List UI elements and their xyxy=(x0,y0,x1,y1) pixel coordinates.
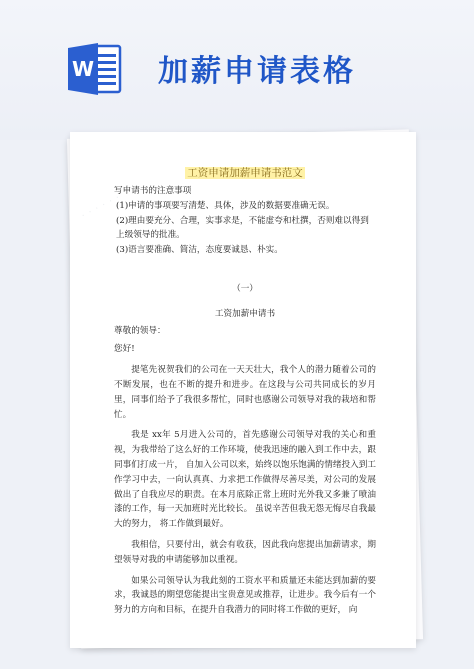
watermark: · · · · · · xyxy=(80,192,123,222)
note-item: (1)申请的事项要写清楚、具体，涉及的数据要准确无误。 xyxy=(116,200,335,211)
body-paragraph: 提笔先祝贺我们的公司在一天天壮大，我个人的潜力随着公司的不断发展，也在不断的提升和进步。在这段与公司共同成长的岁月里，同事们给予了我很多帮忙，同时也感谢公司领导对我的栽培和帮忙。 xyxy=(114,365,376,420)
document-title xyxy=(114,166,376,180)
letter-title: 工资加薪申请书 xyxy=(214,308,276,319)
document-body xyxy=(114,166,376,618)
word-document-icon xyxy=(66,40,124,98)
document-title-text: 工资申请加薪申请书范文 xyxy=(187,167,303,179)
notes-heading: 写申请书的注意事项 xyxy=(114,186,192,196)
word-logo-letter: W xyxy=(71,57,95,81)
page-title: 加薪申请表格 xyxy=(158,54,356,89)
body-paragraph: 如果公司领导认为我此刻的工资水平和质量还未能达到加薪的要求，我诚恳的期望您能提出宝贵意见或推荐，让进步。我今后有一个努力的方向和目标，在提升自我潜力的同时将工作做的更好， 向 xyxy=(114,575,376,616)
note-item: (2)理由要充分、合理，实事求是，不能虚夸和杜撰，否则难以得到上级领导的批准。 xyxy=(116,215,369,241)
section-number: （一） xyxy=(232,283,258,294)
greeting: 您好! xyxy=(114,344,135,355)
note-item: (3)语言要准确、简洁，态度要诚恳、朴实。 xyxy=(116,245,283,256)
document-page xyxy=(70,132,416,648)
salutation: 尊敬的领导： xyxy=(114,325,166,336)
body-paragraph: 我是 xx年 5月进入公司的，首先感谢公司领导对我的关心和重视，为我带给了这么好的工作环境，使我迅速的融入到工作中去，跟同事们打成一片， 自加入公司以来，始终以饱乐饱满的情绪投入到工作学习中去，一向认真真、力求把工作做得尽善尽美，对公司的发展做出了自我应尽的职责。在本月底除正常上班时光外我又多兼了喷油漆的工作，每一天加班时光比较长。 虽说辛苦但我无怨无悔尽自我最大的努力， 将工作做到最好。 xyxy=(114,430,376,530)
notes-section xyxy=(114,184,376,258)
body-paragraph: 我相信，只要付出，就会有收获，因此我向您提出加薪请求，期望领导对我的申请能够加以重视。 xyxy=(114,539,376,565)
